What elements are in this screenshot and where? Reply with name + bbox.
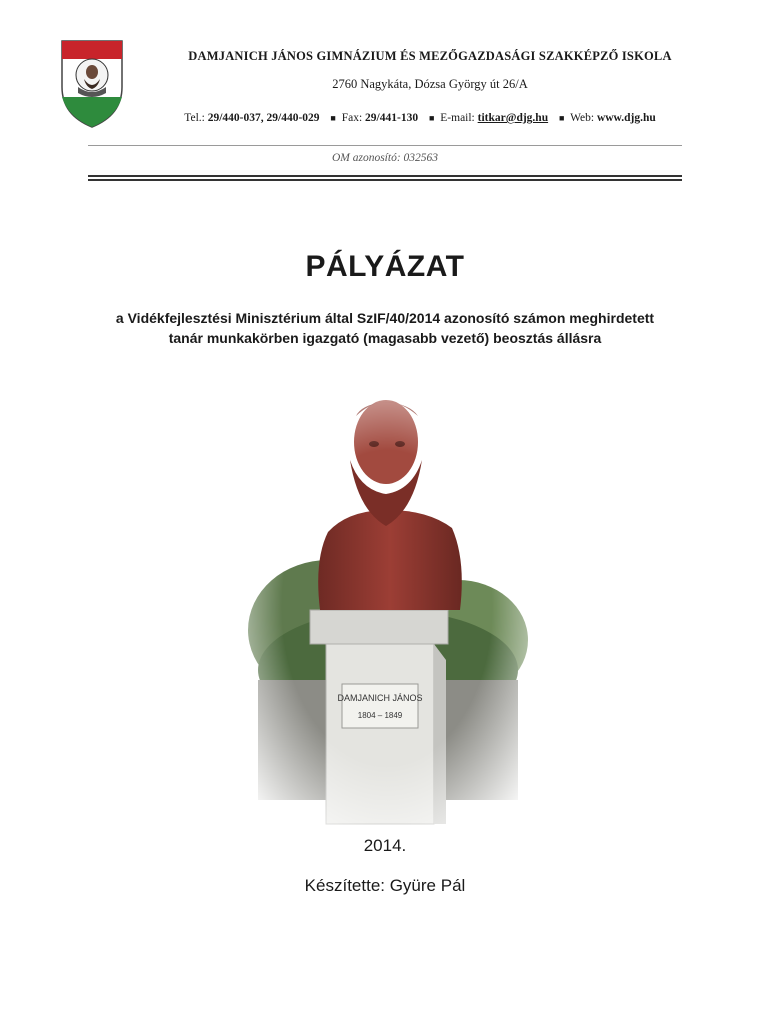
- web-link[interactable]: www.djg.hu: [596, 112, 656, 124]
- fax-label: Fax:: [341, 112, 363, 124]
- header-divider: [88, 145, 682, 146]
- bullet-square-icon: ■: [558, 113, 565, 123]
- school-crest-icon: [58, 37, 126, 129]
- web-label: Web:: [570, 112, 595, 124]
- document-title: PÁLYÁZAT: [305, 250, 465, 283]
- email-label: E-mail:: [440, 112, 475, 124]
- om-identifier: OM azonosító: 032563: [331, 152, 439, 164]
- header-divider-double-top: [88, 175, 682, 177]
- tel-label: Tel.:: [184, 112, 205, 124]
- bullet-square-icon: ■: [330, 113, 336, 123]
- subtitle-line: a Vidékfejlesztési Minisztérium által SzIF/40/2014 azonosító számon meghirdetett: [115, 310, 655, 326]
- bullet-square-icon: ■: [428, 113, 435, 123]
- contact-line: [140, 112, 700, 124]
- subtitle-line: tanár munkakörben igazgató (magasabb vezető) beosztás állásra: [168, 330, 602, 346]
- header-divider-double-bottom: [88, 179, 682, 181]
- tel-value: 29/440-037, 29/440-029: [207, 112, 320, 124]
- bust-photo: [228, 360, 546, 836]
- document-year: 2014.: [363, 836, 407, 855]
- email-link[interactable]: titkar@djg.hu: [477, 112, 549, 124]
- document-author: Készítette: Gyüre Pál: [304, 876, 466, 895]
- school-name: DAMJANICH JÁNOS GIMNÁZIUM ÉS MEZŐGAZDASÁGI SZAKKÉPZŐ ISKOLA: [188, 49, 672, 63]
- school-address: 2760 Nagykáta, Dózsa György út 26/A: [332, 77, 528, 91]
- bust-statue-image: [228, 360, 546, 836]
- document-subtitle: [60, 308, 710, 348]
- school-logo: [58, 37, 126, 129]
- fax-value: 29/441-130: [365, 112, 419, 124]
